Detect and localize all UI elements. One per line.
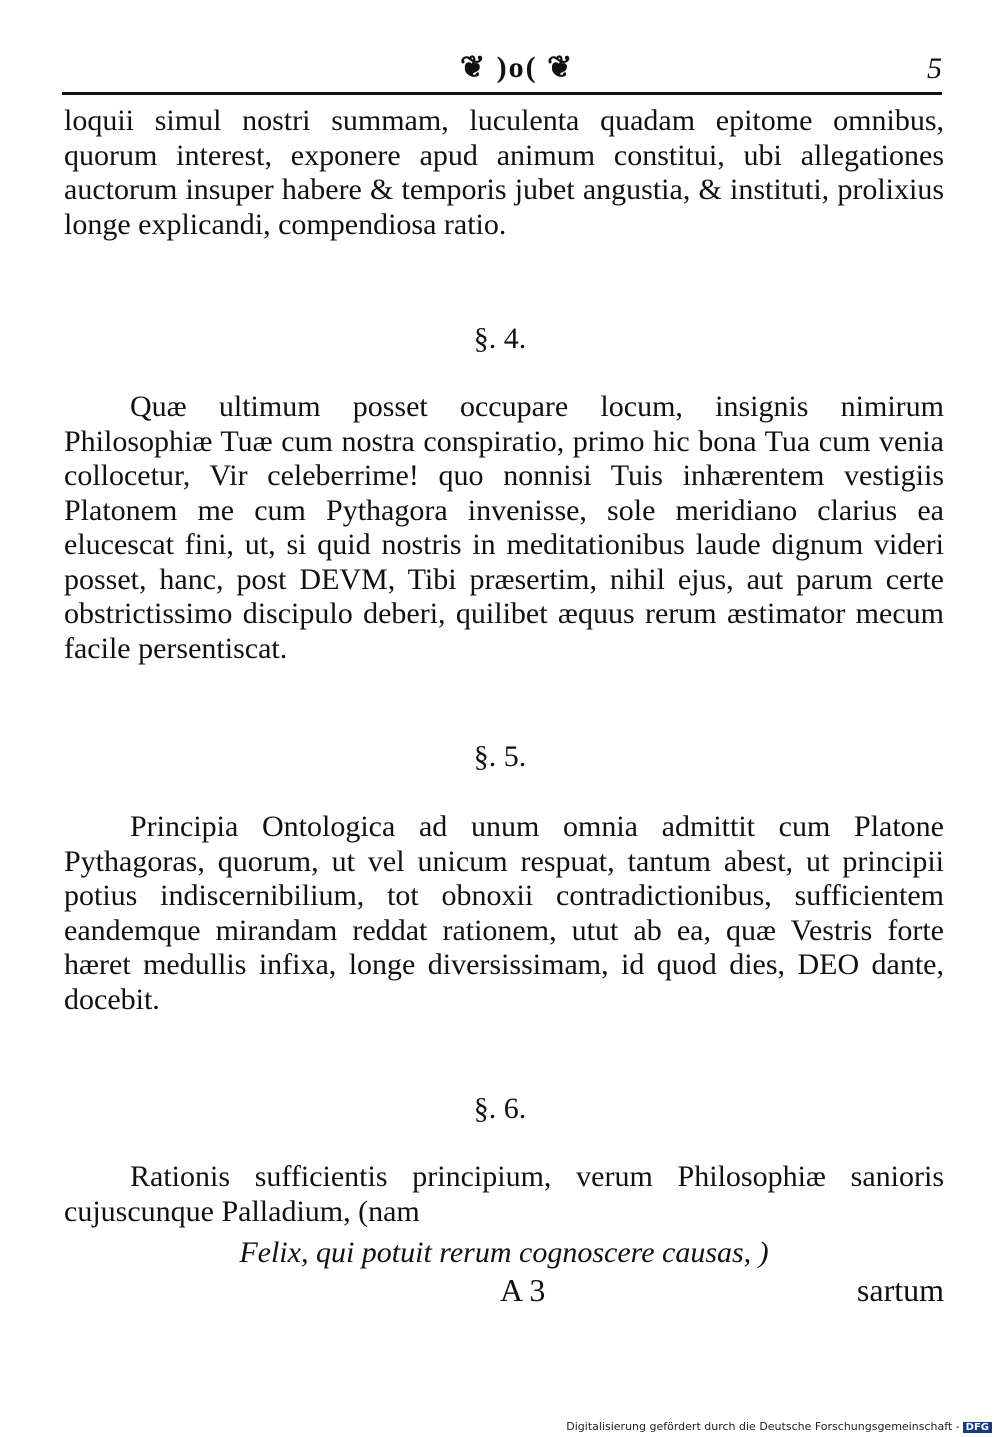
paragraph-continuation xyxy=(64,104,944,242)
signature-mark: A 3 xyxy=(500,1272,546,1308)
section-heading-4: §. 4. xyxy=(473,322,527,355)
paragraph-text: loquii simul nostri summam, luculenta quadam epitome omnibus, quorum interest, exponere apud animum constitui, ubi allegationes auctorum insuper habere & temporis jubet angustia, & instituti, prolixius longe explicandi, compendiosa ratio. xyxy=(64,104,944,241)
section-heading-5: §. 5. xyxy=(473,740,527,773)
digitization-footer xyxy=(566,1420,992,1433)
dfg-logo: DFG xyxy=(963,1422,992,1433)
paragraph-text: Rationis sufficientis principium, verum Philosophiæ sanioris cujuscunque Palladium, (nam xyxy=(64,1160,944,1228)
header-ornament: ❦ )o( ❦ xyxy=(460,51,575,84)
page-header xyxy=(62,48,942,96)
verse-quotation: Felix, qui potuit rerum cognoscere causas, ) xyxy=(239,1236,769,1269)
section-heading-6: §. 6. xyxy=(473,1092,527,1125)
paragraph-text: Principia Ontologica ad unum omnia admittit cum Platone Pythagoras, quorum, ut vel unicum respuat, tantum abest, ut principii potius indiscernibilium, tot obnoxii contradictionibus, sufficientem eandemque mirandam reddat rationem, utut ab ea, quæ Vestris forte hæret medullis infixa, longe diversissimam, id quod dies, DEO dante, docebit. xyxy=(64,810,944,1016)
paragraph-section-6 xyxy=(64,1160,944,1229)
paragraph-section-4 xyxy=(64,390,944,666)
catchword: sartum xyxy=(856,1272,944,1308)
footer-text: Digitalisierung gefördert durch die Deutsche Forschungsgemeinschaft - xyxy=(566,1420,960,1433)
page-number: 5 xyxy=(927,52,942,85)
paragraph-text: Quæ ultimum posset occupare locum, insignis nimirum Philosophiæ Tuæ cum nostra conspiratio, primo hic bona Tua cum venia collocetur, Vir celeberrime! quo nonnisi Tuis inhærentem vestigiis Platonem me cum Pythagora invenisse, sole meridiano clarius ea elucescat fini, ut, si quid nostris in meditationibus laude dignum videri posset, hanc, post DEVM, Tibi præsertim, nihil ejus, aut parum certe obstrictissimo discipulo deberi, quilibet æquus rerum æstimator mecum facile persentiscat. xyxy=(64,390,944,665)
header-rule xyxy=(62,92,942,95)
paragraph-section-5 xyxy=(64,810,944,1017)
